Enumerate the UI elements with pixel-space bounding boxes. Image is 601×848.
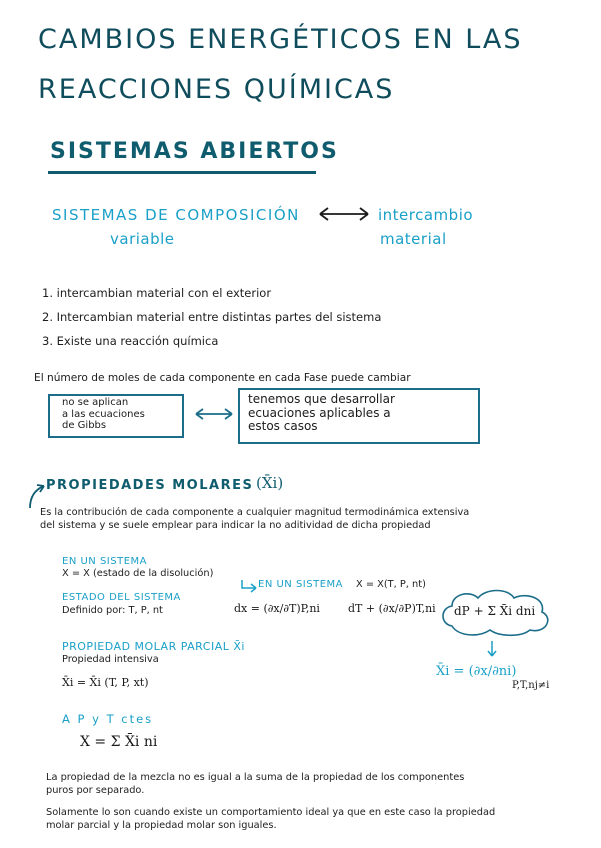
heading-symbol: (X̄i): [256, 474, 284, 492]
dx-equation: dx = (∂x/∂T)P,ni: [234, 602, 320, 615]
dt-term: dT + (∂x/∂P)T,ni: [348, 602, 436, 615]
title-line1: CAMBIOS ENERGÉTICOS EN LAS: [38, 24, 523, 55]
note1-line2: puros por separado.: [46, 785, 145, 796]
box-right-line: ecuaciones aplicables a: [248, 405, 391, 420]
xi-definition-subscript: P,T,nj≠i: [512, 680, 550, 691]
moles-note: El número de moles de cada componente en cada Fase puede cambiar: [34, 372, 411, 384]
list-item: 1. intercambian material con el exterior: [42, 286, 272, 300]
curved-arrow-icon: [26, 480, 48, 510]
intro-line1: Es la contribución de cada componente a cualquier magnitud termodinámica extensiva: [40, 507, 470, 518]
prop-molar-parcial-label: PROPIEDAD MOLAR PARCIAL X̄i: [62, 640, 245, 653]
a-p-t-label: A P y T ctes: [62, 712, 154, 726]
propiedad-intensiva: Propiedad intensiva: [62, 654, 159, 665]
box-left-line: no se aplican: [62, 397, 129, 408]
x-func: X = X(T, P, nt): [356, 579, 426, 590]
right-term-line1: intercambio: [378, 206, 474, 224]
sum-equation: X = Σ X̄i ni: [80, 734, 158, 750]
box-left-line: a las ecuaciones: [62, 408, 145, 420]
sistemas-abiertos-heading: SISTEMAS ABIERTOS: [50, 139, 339, 164]
definido-por: Definido por: T, P, nt: [62, 605, 163, 616]
arrow-icon: [240, 578, 258, 594]
intro-line2: del sistema y se suele emplear para indicar la no aditividad de dicha propiedad: [40, 520, 431, 531]
box-new-equations: [238, 388, 480, 444]
note2-line1: Solamente lo son cuando existe un comportamiento ideal ya que en este caso la propiedad: [46, 807, 496, 818]
arrow-en-un-sistema: EN UN SISTEMA: [258, 579, 343, 590]
left-term-line2: variable: [110, 230, 175, 248]
heading-underline: [48, 171, 316, 174]
box-right-line: tenemos que desarrollar: [248, 392, 395, 406]
right-term-line2: material: [380, 230, 447, 248]
list-item: 3. Existe una reacción química: [42, 334, 219, 348]
list-item: 2. Intercambian material entre distintas partes del sistema: [42, 310, 382, 324]
down-arrow-icon: [486, 640, 498, 658]
x-estado: X = X (estado de la disolución): [62, 568, 214, 579]
double-arrow-icon: [318, 206, 370, 222]
note1-line1: La propiedad de la mezcla no es igual a la suma de la propiedad de los componentes: [46, 772, 465, 783]
en-un-sistema-label: EN UN SISTEMA: [62, 556, 147, 567]
propiedades-molares-heading: PROPIEDADES MOLARES: [46, 478, 254, 493]
title-line2: REACCIONES QUÍMICAS: [38, 74, 395, 105]
left-term-line1: SISTEMAS DE COMPOSICIÓN: [52, 206, 300, 224]
estado-del-sistema-label: ESTADO DEL SISTEMA: [62, 592, 181, 603]
box-no-gibbs: [48, 394, 184, 438]
cloud-equation: dP + Σ X̄i dni: [454, 604, 536, 618]
xi-function: X̄i = X̄i (T, P, xt): [62, 676, 149, 689]
xi-definition: X̄i = (∂x/∂ni): [436, 664, 517, 679]
note2-line2: molar parcial y la propiedad molar son iguales.: [46, 820, 277, 831]
box-right-line: estos casos: [248, 419, 318, 433]
box-left-line: de Gibbs: [62, 420, 107, 431]
double-arrow-icon: [194, 407, 234, 421]
